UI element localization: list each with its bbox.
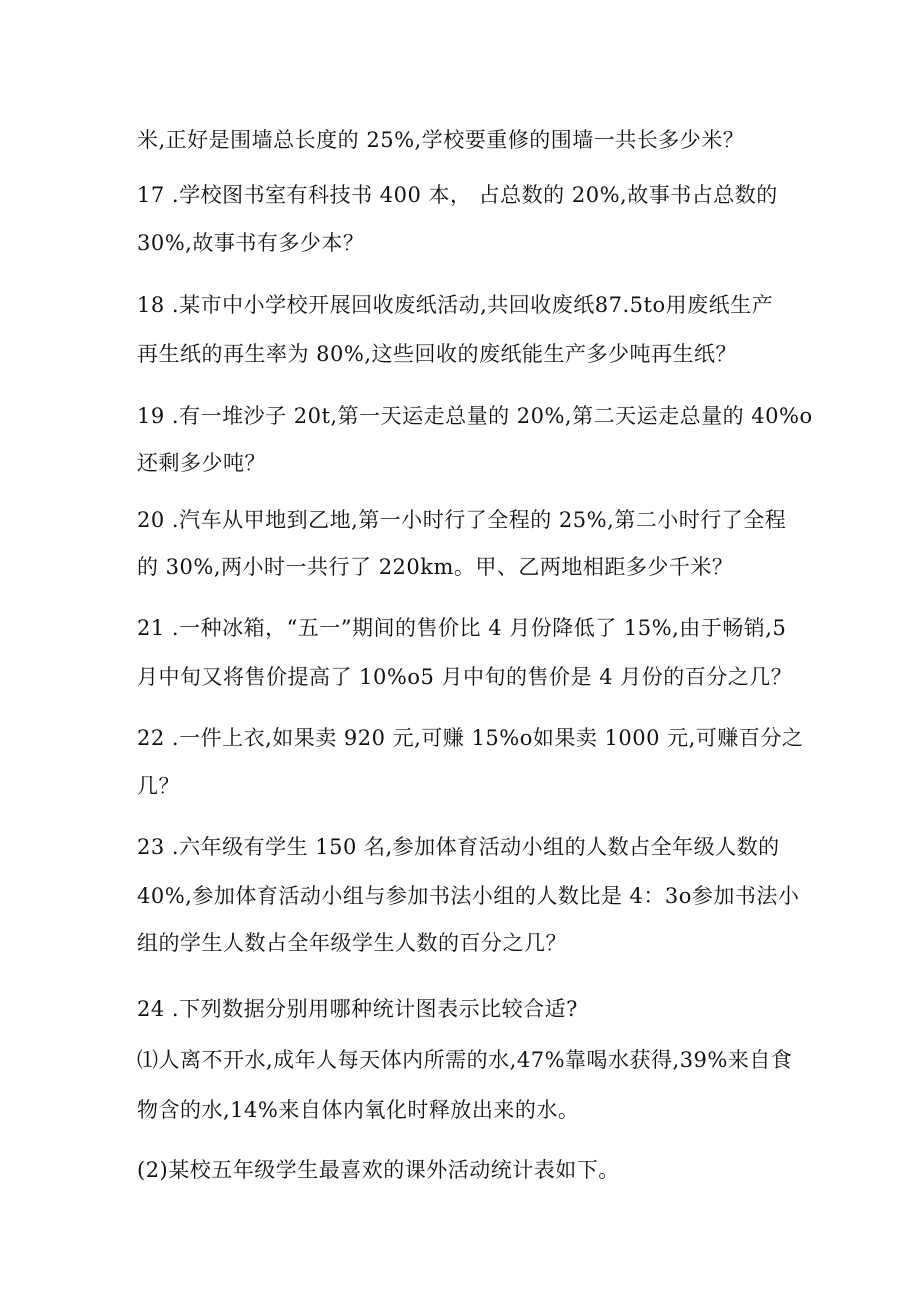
problem-24-item-2: (2)某校五年级学生最喜欢的课外活动统计表如下。 [137, 1158, 620, 1182]
problem-24-item-1-line-2: 物含的水,14%来自体内氧化时释放出来的水。 [137, 1098, 580, 1122]
problem-21-line-1: 21 .一种冰箱，“五一”期间的售价比 4 月份降低了 15%,由于畅销,5 [137, 616, 787, 640]
problem-23-line-3: 组的学生人数占全年级学生人数的百分之几？ [137, 931, 567, 955]
problem-20-line-2: 的 30%,两小时一共行了 220km。甲、乙两地相距多少千米？ [137, 555, 734, 579]
problem-21-line-2: 月中旬又将售价提高了 10%o5 月中旬的售价是 4 月份的百分之几？ [137, 665, 793, 689]
problem-17-line-1: 17 .学校图书室有科技书 400 本， 占总数的 20%,故事书占总数的 [137, 183, 778, 207]
problem-23-line-1: 23 .六年级有学生 150 名,参加体育活动小组的人数占全年级人数的 [137, 835, 780, 859]
problem-17-line-2: 30%,故事书有多少本？ [137, 231, 365, 255]
problem-24-item-1-line-1: ⑴人离不开水,成年人每天体内所需的水,47%靠喝水获得,39%来自食 [137, 1048, 793, 1072]
problem-22-line-1: 22 .一件上衣,如果卖 920 元,可赚 15%o如果卖 1000 元,可赚百分之 [137, 726, 804, 750]
problem-18-line-1: 18 .某市中小学校开展回收废纸活动,共回收废纸87.5to用废纸生产 [137, 293, 774, 317]
problem-16-line-2: 米,正好是围墙总长度的 25%,学校要重修的围墙一共长多少米？ [137, 128, 745, 152]
problem-22-line-2: 几？ [137, 774, 180, 798]
problem-18-line-2: 再生纸的再生率为 80%,这些回收的废纸能生产多少吨再生纸？ [137, 342, 738, 366]
problem-19-line-2: 还剩多少吨？ [137, 451, 266, 475]
problem-19-line-1: 19 .有一堆沙子 20t,第一天运走总量的 20%,第二天运走总量的 40%o [137, 404, 813, 428]
problem-23-line-2: 40%,参加体育活动小组与参加书法小组的人数比是 4：3o参加书法小 [137, 884, 800, 908]
problem-24-title: 24 .下列数据分别用哪种统计图表示比较合适? [137, 997, 578, 1021]
problem-20-line-1: 20 .汽车从甲地到乙地,第一小时行了全程的 25%,第二小时行了全程 [137, 508, 787, 532]
